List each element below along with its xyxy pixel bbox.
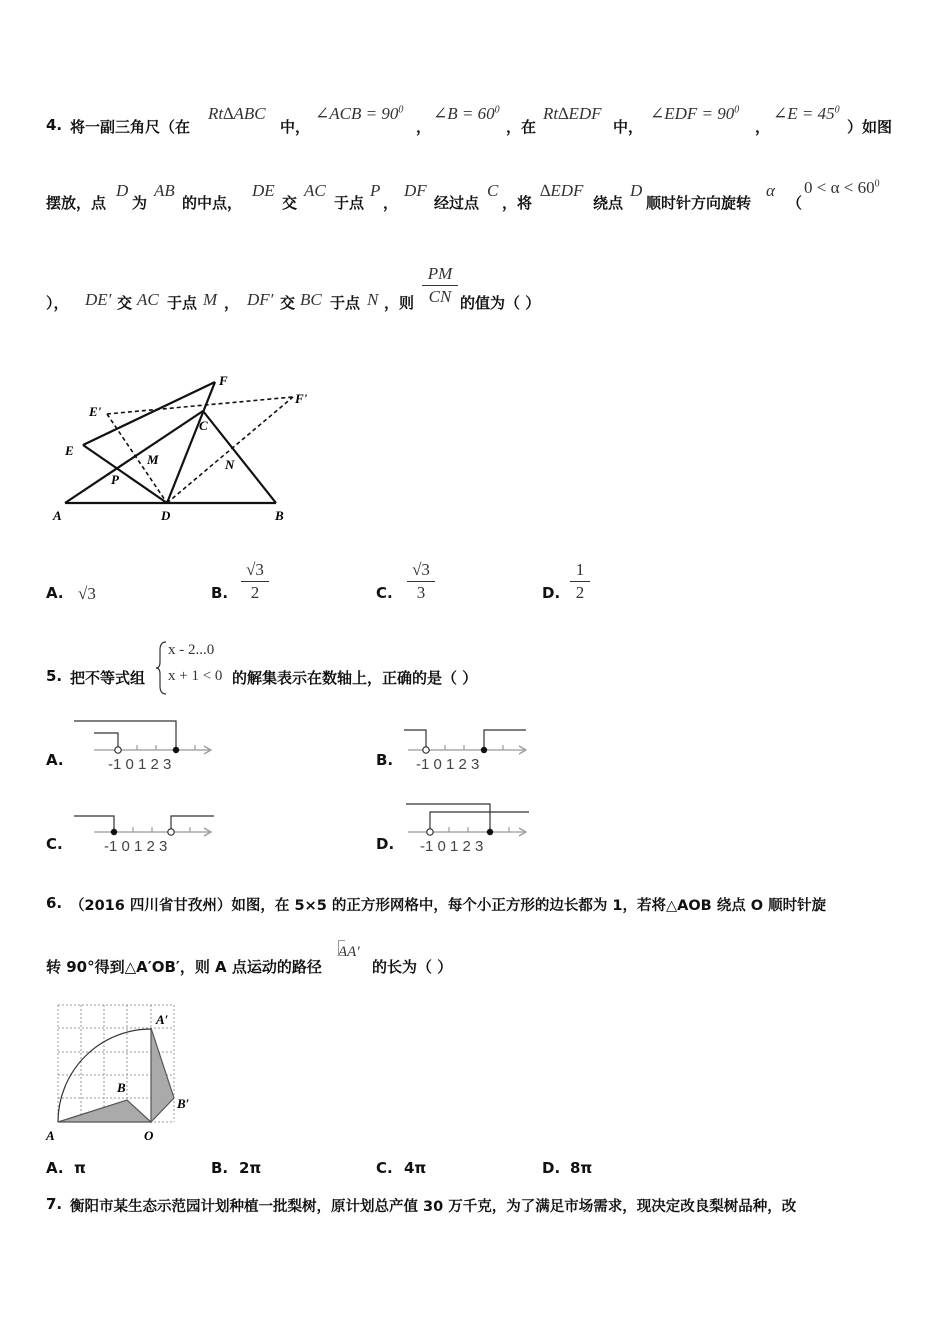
q4-math-de: DE	[252, 181, 275, 200]
q4-math-d2: D	[630, 181, 643, 200]
q5-d-tick-labels: -1 0 1 2 3	[420, 838, 484, 855]
q6-text: 的长为（ ）	[372, 958, 453, 976]
q5-option-b-key[interactable]: B.	[376, 751, 394, 769]
q6-option-b-value: 2π	[239, 1159, 262, 1177]
q5-inequality-2: x + 1 < 0	[168, 668, 223, 684]
q4-text: 为	[132, 194, 148, 212]
label-F: F	[219, 373, 228, 388]
label-B: B	[117, 1080, 126, 1095]
q4-text: ，将	[502, 194, 533, 212]
label-F-prime: F'	[295, 391, 308, 406]
q4-math-e45: ∠E = $45^0$	[773, 104, 840, 123]
q5-option-d-key[interactable]: D.	[376, 835, 395, 853]
q5-option-c-numberline	[74, 806, 219, 858]
q4-math-m: M	[203, 290, 218, 309]
q4-math-alpha: α	[766, 181, 775, 200]
q4-text: ，	[383, 194, 399, 212]
q5-c-tick-labels: -1 0 1 2 3	[104, 838, 168, 855]
q5-text: 把不等式组	[70, 669, 146, 687]
q4-text: 交	[117, 294, 133, 312]
label-C: C	[199, 418, 208, 433]
q4-number: 4.	[46, 116, 63, 134]
q4-option-c-fraction: √3 3	[407, 560, 435, 603]
q6-text: （2016 四川省甘孜州）如图，在 5×5 的正方形网格中，每个小正方形的边长都为 1，若将△AOB 绕点 O 顺时针旋	[70, 898, 827, 914]
q5-option-c-key[interactable]: C.	[46, 835, 63, 853]
label-A: A	[53, 508, 62, 523]
q6-option-a-key[interactable]: A.	[46, 1159, 64, 1177]
q4-text: ，在	[506, 118, 537, 136]
q4-option-a-value: √3	[78, 584, 96, 603]
q4-text: 中，	[613, 118, 644, 136]
label-A: A	[46, 1128, 55, 1143]
q7-number: 7.	[46, 1195, 63, 1213]
q4-math-b60: ∠B = $60^0$	[433, 104, 500, 123]
q4-math-rtabc: Rt∆ABC	[208, 104, 266, 123]
q4-text: 于点	[330, 294, 361, 312]
label-B-prime: B′	[177, 1096, 190, 1111]
q4-option-b-fraction: √3 2	[241, 560, 269, 603]
q7-text: 衡阳市某生态示范园计划种植一批梨树，原计划总产值 30 万千克，为了满足市场需求，现决定改良梨树品种，改	[70, 1199, 797, 1215]
q4-math-tedf: ∆EDF	[540, 181, 584, 200]
q4-text: 的值为（ ）	[460, 294, 541, 312]
q4-text: 于点	[167, 294, 198, 312]
q4-text: ），	[46, 294, 69, 312]
q4-math-d: D	[116, 181, 129, 200]
q4-math-dep: DE′	[85, 290, 112, 309]
q4-math-ac2: AC	[137, 290, 159, 309]
label-D: D	[161, 508, 171, 523]
q4-math-rtedf: Rt∆EDF	[543, 104, 602, 123]
q4-text: 于点	[334, 194, 365, 212]
label-O: O	[144, 1128, 154, 1143]
label-M: M	[147, 452, 159, 467]
q4-text: 的中点，	[182, 194, 243, 212]
label-N: N	[225, 457, 235, 472]
q4-text: ，	[416, 118, 432, 136]
q4-triangle-figure	[45, 368, 315, 528]
q4-text: 中，	[280, 118, 311, 136]
q4-fraction-pm-cn: PM CN	[422, 264, 458, 307]
q4-math-df: DF	[404, 181, 427, 200]
q6-number: 6.	[46, 894, 63, 912]
q5-option-b-numberline	[404, 718, 529, 774]
q5-number: 5.	[46, 667, 63, 685]
q5-text: 的解集表示在数轴上，正确的是（ ）	[232, 669, 478, 687]
label-A-prime: A′	[156, 1012, 169, 1027]
q4-text: 绕点	[593, 194, 624, 212]
q4-text: ，则	[384, 294, 415, 312]
q5-option-a-numberline	[74, 718, 219, 774]
q6-arc-notation: AA′	[338, 944, 360, 961]
q4-option-d-fraction: 1 2	[570, 560, 590, 603]
q4-text: 交	[282, 194, 298, 212]
q6-option-c-value: 4π	[404, 1159, 427, 1177]
q4-text: （	[787, 194, 803, 212]
q4-text: 顺时针方向旋转	[646, 194, 752, 212]
q4-math-dfp: DF′	[247, 290, 274, 309]
q6-option-b-key[interactable]: B.	[211, 1159, 229, 1177]
q4-math-bc: BC	[300, 290, 322, 309]
q4-option-d-key[interactable]: D.	[542, 584, 561, 602]
q6-option-d-key[interactable]: D.	[542, 1159, 561, 1177]
q4-text: 摆放，点	[46, 194, 107, 212]
q4-math-ac: AC	[304, 181, 326, 200]
q5-option-a-key[interactable]: A.	[46, 751, 64, 769]
q4-math-p: P	[370, 181, 381, 200]
q5-brace	[156, 640, 168, 696]
q5-a-tick-labels: -1 0 1 2 3	[108, 756, 172, 773]
q4-text: 交	[280, 294, 296, 312]
q4-math-edf: ∠EDF = $90^0$	[650, 104, 740, 123]
q4-math-n: N	[367, 290, 379, 309]
q4-math-ab: AB	[154, 181, 175, 200]
q6-option-c-key[interactable]: C.	[376, 1159, 393, 1177]
q4-text: ，	[755, 118, 771, 136]
label-E: E	[65, 443, 74, 458]
q6-text: 转 90°得到△A′OB′，则 A 点运动的路径	[46, 958, 322, 976]
q6-option-a-value: π	[74, 1159, 86, 1177]
q6-grid-figure	[44, 1000, 204, 1150]
q4-text: ）如图	[847, 118, 893, 136]
q6-option-d-value: 8π	[570, 1159, 593, 1177]
label-P: P	[111, 472, 119, 487]
q4-option-b-key[interactable]: B.	[211, 584, 229, 602]
q5-inequality-1: x - 2...0	[168, 642, 215, 658]
q4-option-c-key[interactable]: C.	[376, 584, 393, 602]
label-E-prime: E'	[89, 404, 102, 419]
q4-option-a-key[interactable]: A.	[46, 584, 64, 602]
q4-math-c: C	[487, 181, 499, 200]
q4-text: 经过点	[434, 194, 480, 212]
q5-b-tick-labels: -1 0 1 2 3	[416, 756, 480, 773]
q4-math-range: $0 < \alpha < 60^0$	[804, 178, 880, 197]
q5-option-d-numberline	[404, 800, 529, 858]
q4-text: 将一副三角尺（在	[70, 118, 191, 136]
q4-math-acb: ∠ACB = $90^0$	[315, 104, 404, 123]
label-B: B	[275, 508, 284, 523]
q4-text: ，	[224, 294, 240, 312]
